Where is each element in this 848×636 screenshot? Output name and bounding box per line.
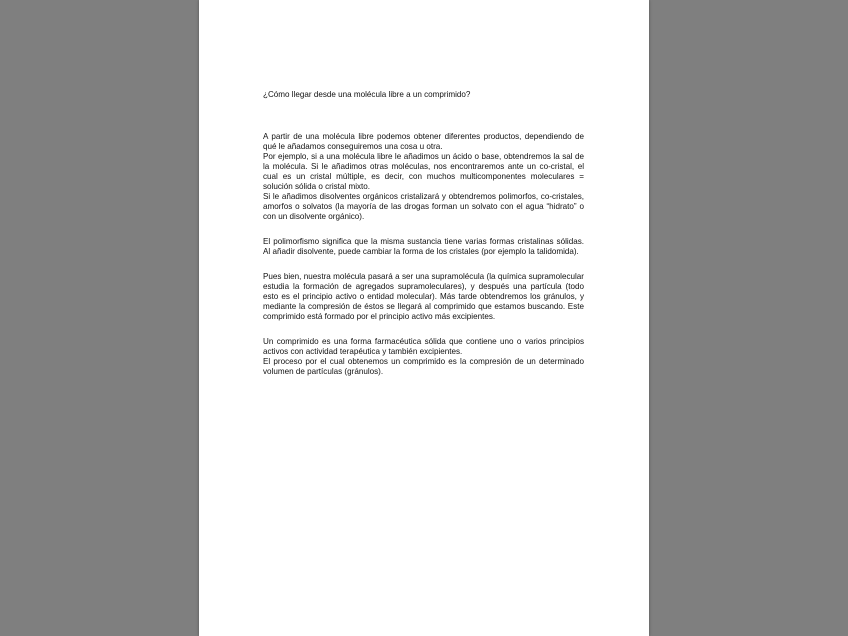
paragraph-line: Pues bien, nuestra molécula pasará a ser una supramolécula (la química supramolecular estudia la formación de agregados supramoleculares), y después una partícula (todo esto es el principio activo o entidad molecular). Más tarde obtendremos los gránulos, y mediante la compresión de éstos se llegará al comprimido que estamos buscando. Este comprimido está formado por el principio activo más excipientes.: [263, 272, 584, 321]
page-title: ¿Cómo llegar desde una molécula libre a un comprimido?: [263, 90, 471, 99]
paragraph-line: Si le añadimos disolventes orgánicos cristalizará y obtendremos polimorfos, co-cristales, amorfos o solvatos (la mayoría de las drogas forman un solvato con el agua “hidrato” o con un disolvente orgánico).: [263, 192, 584, 221]
paragraph-line: Por ejemplo, si a una molécula libre le añadimos un ácido o base, obtendremos la sal de la molécula. Si le añadimos otras moléculas, nos encontraremos ante un co-cristal, el cual es un cristal múltiple, es decir, con muchos multicomponentes moleculares = solución sólida o cristal mixto.: [263, 152, 584, 191]
paragraph-intro: [263, 132, 584, 222]
paragraph-line: Un comprimido es una forma farmacéutica sólida que contiene uno o varios principios activos con actividad terapéutica y también excipientes.: [263, 337, 584, 356]
paragraph-supramolecule: [263, 272, 584, 322]
paragraph-tablet-definition: [263, 337, 584, 377]
document-page: [199, 0, 649, 636]
paragraph-line: El proceso por el cual obtenemos un comprimido es la compresión de un determinado volumen de partículas (gránulos).: [263, 357, 584, 376]
paragraph-line: A partir de una molécula libre podemos obtener diferentes productos, dependiendo de qué le añadamos conseguiremos una cosa u otra.: [263, 132, 584, 151]
paragraph-line: El polimorfismo significa que la misma sustancia tiene varias formas cristalinas sólidas. Al añadir disolvente, puede cambiar la forma de los cristales (por ejemplo la talidomida).: [263, 237, 584, 256]
page-content: [263, 90, 584, 392]
paragraph-polymorphism: [263, 237, 584, 257]
